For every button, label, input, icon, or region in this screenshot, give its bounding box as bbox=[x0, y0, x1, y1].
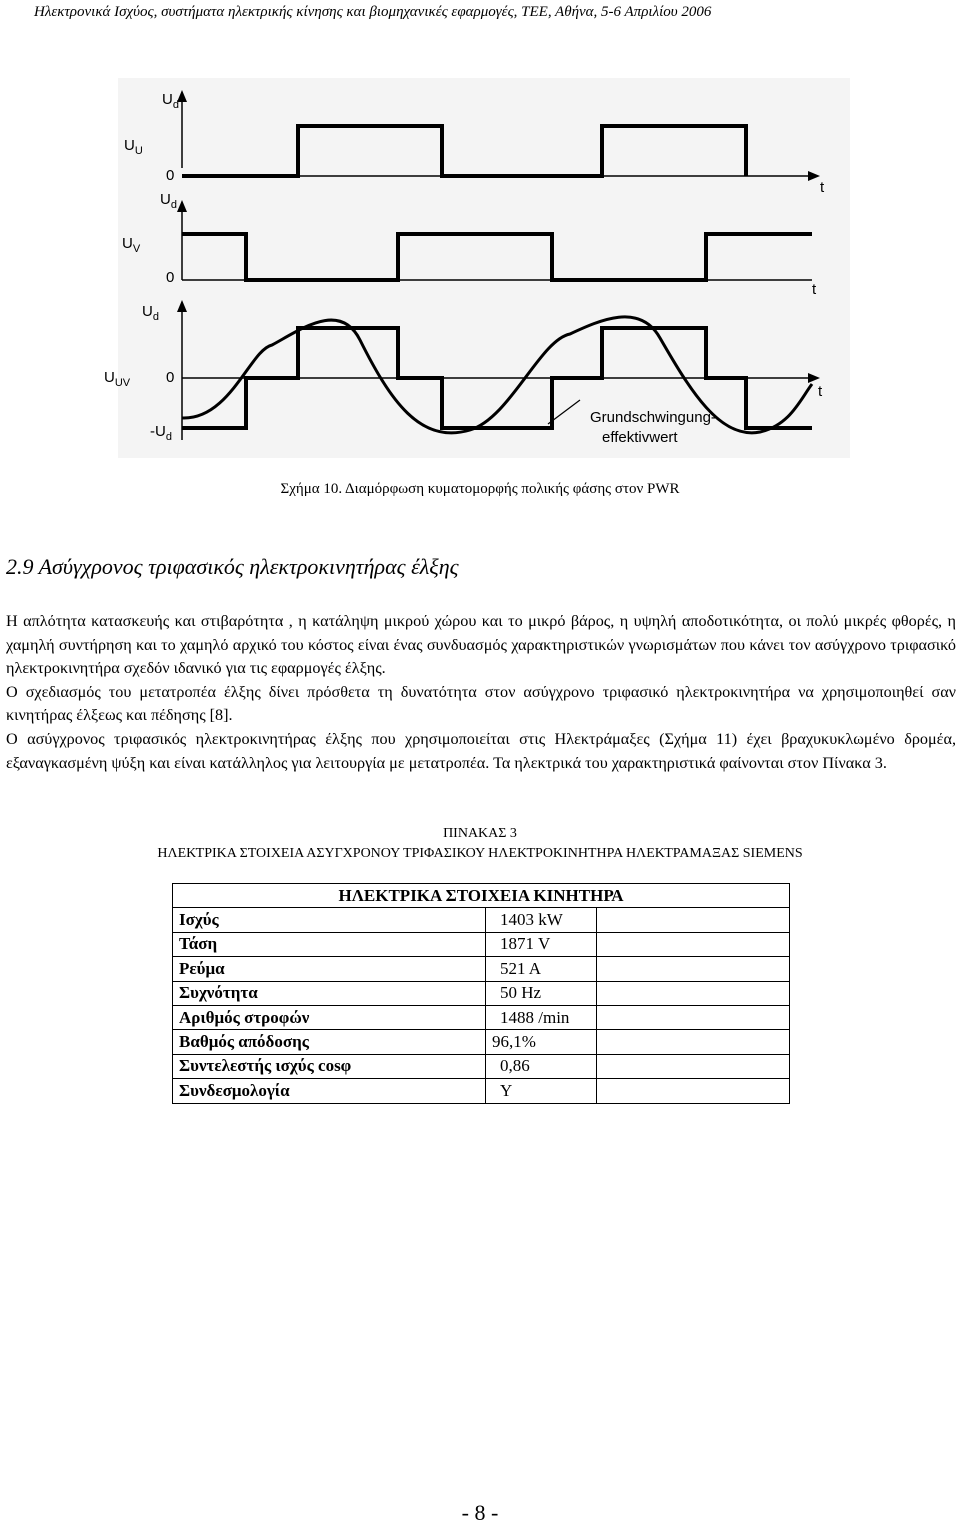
row-label: Συντελεστής ισχύς cosφ bbox=[173, 1054, 486, 1078]
annotation-line2: effektivwert bbox=[602, 429, 678, 446]
row-label: Αριθμός στροφών bbox=[173, 1005, 486, 1029]
panel2-zero-label: 0 bbox=[166, 269, 175, 286]
table-caption-title: ΗΛΕΚΤΡΙΚΑ ΣΤΟΙΧΕΙΑ ΑΣΥΓΧΡΟΝΟΥ ΤΡΙΦΑΣΙΚΟΥ ΗΛΕΚΤΡΟΚΙΝΗΤΗΡΑ ΗΛΕΚΤΡΑΜΑΞΑΣ SIEMENS bbox=[157, 846, 803, 861]
uv-label: $U_V$ bbox=[122, 235, 141, 255]
panel1-t-label: t bbox=[820, 179, 825, 196]
panel3-t-label: t bbox=[818, 383, 823, 400]
row-empty-cell bbox=[597, 932, 790, 956]
row-value: 50 Hz bbox=[486, 981, 597, 1005]
page-number: - 8 - bbox=[461, 1500, 499, 1525]
row-empty-cell bbox=[597, 1005, 790, 1029]
paragraph-1: Η απλότητα κατασκευής και στιβαρότητα , η κατάληψη μικρού χώρου και το μικρό βάρος, η υψηλή αποδοτικότητα, οι πολύ μικρές φθορές, η χαμηλή συντήρηση και το χαμηλό αρχικό του κόστος είναι ένας συνδυασμός χαρακτηριστικών γνωρισμάτων που κάνει τον ασύγχρονο τριφασικό ηλεκτροκινητήρα σχεδόν ιδανικό για τις εφαρμογές έλξης. bbox=[6, 612, 956, 678]
row-value: 1488 /min bbox=[486, 1005, 597, 1029]
pwm-waveform-figure bbox=[0, 72, 960, 472]
row-label: Ρεύμα bbox=[173, 957, 486, 981]
panel3-zero-label: 0 bbox=[166, 369, 175, 386]
table-row bbox=[173, 1030, 790, 1054]
table-row bbox=[173, 1079, 790, 1103]
row-value: 96,1% bbox=[486, 1030, 597, 1054]
row-empty-cell bbox=[597, 908, 790, 932]
row-label: Ισχύς bbox=[173, 908, 486, 932]
uu-label: $U_U$ bbox=[124, 137, 143, 157]
row-value: 1871 V bbox=[486, 932, 597, 956]
body-text bbox=[6, 610, 956, 775]
table-row bbox=[173, 1005, 790, 1029]
panel2-t-label: t bbox=[812, 281, 817, 298]
row-label: Τάση bbox=[173, 932, 486, 956]
table-row bbox=[173, 908, 790, 932]
uuv-label: $U_{UV}$ bbox=[104, 369, 131, 389]
row-label: Συνδεσμολογία bbox=[173, 1079, 486, 1103]
row-value: 1403 kW bbox=[486, 908, 597, 932]
table-row bbox=[173, 957, 790, 981]
figure-caption: Σχήμα 10. Διαμόρφωση κυματομορφής πολικής φάσης στον PWR bbox=[280, 481, 680, 497]
row-empty-cell bbox=[597, 1030, 790, 1054]
table-row bbox=[173, 932, 790, 956]
row-empty-cell bbox=[597, 981, 790, 1005]
table-caption-number: ΠΙΝΑΚΑΣ 3 bbox=[443, 826, 517, 841]
paragraph-3: Ο ασύγχρονος τριφασικός ηλεκτροκινητήρας έλξης που χρησιμοποιείται στις Ηλεκτράμαξες (Σχήμα 11) έχει βραχυκυκλωμένο δρομέα, εξαναγκασμένη ψύξη και είναι κατάλληλος για λειτουργία με μετατροπέα. Τα ηλεκτρικά του χαρακτηριστικά φαίνονται στον Πίνακα 3. bbox=[6, 729, 956, 772]
row-label: Συχνότητα bbox=[173, 981, 486, 1005]
annotation-line1: Grundschwingung- bbox=[590, 409, 716, 426]
row-value: 0,86 bbox=[486, 1054, 597, 1078]
row-value: Y bbox=[486, 1079, 597, 1103]
panel1-zero-label: 0 bbox=[166, 167, 175, 184]
panel3-ud-label: $U_d$ bbox=[142, 303, 159, 323]
figure-background bbox=[118, 78, 850, 458]
page-header: Ηλεκτρονικά Ισχύος, συστήματα ηλεκτρικής κίνησης και βιομηχανικές εφαρμογές, ΤΕΕ, Αθήνα, 5-6 Απριλίου 2006 bbox=[34, 4, 712, 20]
row-label: Βαθμός απόδοσης bbox=[173, 1030, 486, 1054]
row-empty-cell bbox=[597, 1079, 790, 1103]
negative-ud-label: $-U_d$ bbox=[150, 423, 172, 443]
paragraph-2: Ο σχεδιασμός του μετατροπέα έλξης δίνει πρόσθετα τη δυνατότητα στον ασύγχρονο τριφασικό ηλεκτροκινητήρα να χρησιμοποιηθεί σαν κινητήρας έλξεως και πέδησης [8]. bbox=[6, 682, 956, 725]
table-row bbox=[173, 1054, 790, 1078]
panel2-ud-label: $U_d$ bbox=[160, 191, 177, 211]
row-empty-cell bbox=[597, 1054, 790, 1078]
section-title: 2.9 Ασύγχρονος τριφασικός ηλεκτροκινητήρας έλξης bbox=[6, 554, 459, 579]
row-empty-cell bbox=[597, 957, 790, 981]
row-value: 521 A bbox=[486, 957, 597, 981]
table-row bbox=[173, 981, 790, 1005]
table-header: ΗΛΕΚΤΡΙΚΑ ΣΤΟΙΧΕΙΑ ΚΙΝΗΤΗΡΑ bbox=[173, 884, 790, 908]
panel1-ud-label: $U_d$ bbox=[162, 91, 179, 111]
motor-specs-table bbox=[172, 883, 790, 1104]
